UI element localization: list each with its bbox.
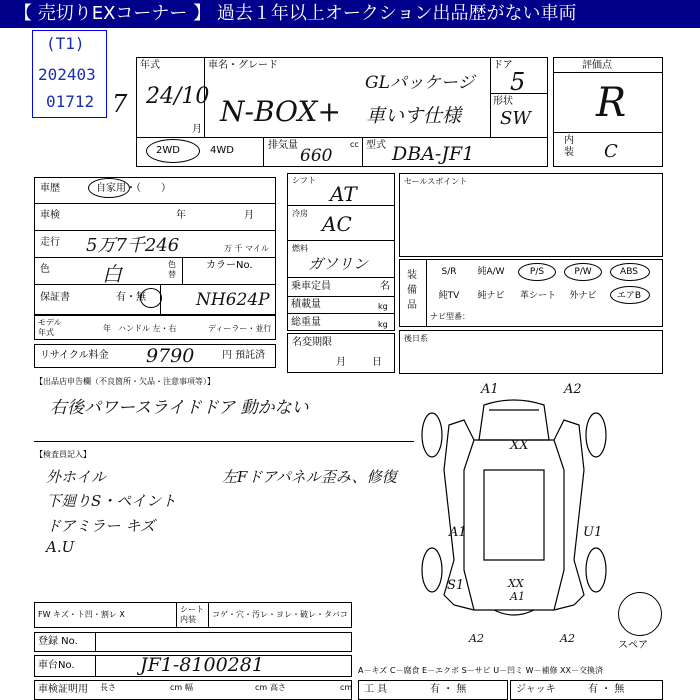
year-label: 年式: [140, 60, 160, 71]
model-label: 型式: [366, 140, 386, 151]
mark-a1-left: A1: [449, 525, 467, 540]
warranty-circle: [140, 288, 162, 308]
reg-row: [34, 632, 352, 652]
notes-label: 【出品店申告欄（不良箇所・欠品・注意事項等）】: [35, 377, 215, 386]
name-change-label: 名変期限: [292, 337, 332, 348]
jack-opts: 有 ・ 無: [588, 684, 625, 695]
mileage-value: 5万7千246: [86, 235, 180, 256]
mark-a1-top: A1: [481, 382, 499, 397]
history-circle: [88, 178, 130, 198]
doors-value: 5: [510, 68, 526, 96]
mileage-unit: 万 千 マイル: [224, 244, 269, 253]
history-opts: 自家用・（ ）: [96, 183, 171, 194]
score-value: R: [596, 80, 627, 126]
year-value: 24/10: [146, 84, 210, 109]
weight-kg: kg: [378, 320, 388, 329]
model-value: DBA-JF1: [392, 143, 475, 165]
tool-opts: 有 ・ 無: [430, 684, 467, 695]
doors-label: ドア: [493, 60, 513, 71]
recycle-value: 9790: [146, 345, 195, 367]
warranty-label: 保証書: [40, 292, 70, 303]
grade-1: GLパッケージ: [365, 73, 475, 93]
spare-label: スペア: [618, 640, 648, 651]
eq-ps-circle: [518, 263, 556, 281]
inspector-side: 左Fドアパネル歪み、修復: [222, 468, 397, 486]
month-label: 月: [336, 357, 346, 368]
history-label: 車歴: [40, 183, 60, 194]
eq-aw: 純A/W: [477, 267, 505, 277]
hgt-label: 高さ: [270, 683, 286, 692]
equipment-label: 装備品: [407, 270, 417, 311]
len-label: 長さ: [100, 683, 116, 692]
day-label: 日: [372, 357, 382, 368]
spare-circle: [618, 592, 662, 636]
lot-digit: 7: [112, 90, 128, 118]
interior-label: 内装: [564, 135, 574, 158]
capacity-unit: 名: [380, 281, 390, 292]
month-unit: 月: [192, 124, 202, 135]
eq-airbag: エアB: [616, 291, 642, 301]
eq-abs-circle: [610, 263, 650, 281]
fuel-label: 燃料: [292, 244, 308, 253]
fw-label: FW キズ・ト凹・割レ X: [38, 610, 125, 619]
warranty-opts: 有・無: [116, 292, 146, 303]
seat-text: コゲ・穴・汚レ・ヨレ・破レ・タバコ: [212, 610, 348, 619]
shape-label: 形状: [493, 96, 513, 107]
lot-tag: (T1): [46, 34, 85, 53]
cc-label: cc: [350, 140, 359, 149]
mark-u1: U1: [583, 525, 603, 540]
legend: A－キズ C－腐食 E－エクボ S－サビ U－凹ミ W－補修 XX－交換済: [358, 666, 604, 675]
ac-label: 冷房: [292, 209, 308, 218]
jack-label: ジャッキ: [516, 684, 556, 695]
cert-label: 車検証明用: [38, 684, 88, 695]
wd2-label: 2WD: [156, 145, 180, 156]
eq-abs: ABS: [620, 267, 638, 277]
inspector-line-1: 外ホイル: [46, 468, 107, 486]
car-name: N-BOX+: [220, 95, 341, 128]
eq-sr: S/R: [441, 267, 457, 277]
mark-s1: S1: [447, 578, 465, 593]
fuel-value: ガソリン: [308, 255, 369, 273]
score-label: 評価点: [582, 60, 612, 71]
seat-label: シート内装: [180, 605, 204, 624]
color-label: 色: [40, 264, 50, 275]
inspector-line-4: A.U: [46, 538, 75, 556]
tool-label: 工 具: [364, 684, 388, 695]
eq-pw: P/W: [574, 267, 592, 277]
color-change: 色替: [168, 260, 176, 279]
color-no-value: NH624P: [196, 290, 270, 310]
ins-year: 年: [176, 210, 186, 221]
post-label: 後日系: [404, 334, 428, 343]
wid-cm: cm: [255, 683, 268, 692]
inspector-label: 【検査員記入】: [35, 450, 91, 459]
chassis-label: 車台No.: [38, 660, 75, 671]
inspector-line-2: 下廻りS・ペイント: [46, 492, 177, 510]
color-value: 白: [102, 262, 122, 286]
recycle-label: リサイクル料金: [40, 350, 109, 361]
mileage-label: 走行: [40, 237, 60, 248]
banner: 【 売切りEXコーナー 】 過去１年以上オークション出品歴がない車両: [0, 0, 700, 28]
sales-label: セールスポイント: [404, 177, 468, 186]
color-no-label: カラーNo.: [206, 260, 253, 271]
interior-value: C: [604, 141, 618, 162]
shape-value: SW: [500, 108, 531, 129]
mark-a1b: A1: [510, 590, 525, 603]
mark-a2-br: A2: [560, 632, 575, 645]
eq-tv: 純TV: [438, 291, 460, 301]
post-box: [399, 330, 663, 374]
mark-a2-top: A2: [564, 382, 582, 397]
inspector-line-3: ドアミラー キズ: [46, 517, 156, 535]
mark-a2-bl: A2: [469, 632, 484, 645]
reg-label: 登録 No.: [38, 636, 78, 647]
ac-value: AC: [322, 212, 352, 236]
wd4-label: 4WD: [210, 145, 234, 156]
shift-value: AT: [330, 182, 357, 206]
load-label: 積載量: [291, 299, 321, 310]
handle-label: ハンドル 左・右: [118, 324, 177, 333]
shift-label: シフト: [292, 176, 316, 185]
mark-xx2: XX: [508, 577, 524, 590]
eq-leather: 革シート: [519, 291, 556, 301]
dealer-label: ディーラー・並行: [208, 324, 272, 333]
capacity-label: 乗車定員: [291, 281, 331, 292]
displacement-label: 排気量: [268, 140, 298, 151]
lot-number: 01712: [46, 92, 95, 111]
len-cm: cm: [170, 683, 183, 692]
mark-xx: XX: [510, 438, 529, 453]
inspection-label: 車検: [40, 210, 60, 221]
navi-model: ナビ型番：: [430, 312, 470, 321]
lot-date: 202403: [38, 65, 96, 84]
eq-ps: P/S: [529, 267, 545, 277]
eq-navi: 純ナビ: [477, 291, 505, 301]
ins-month: 月: [244, 210, 254, 221]
displacement-value: 660: [300, 146, 333, 166]
hgt-cm: cm: [340, 683, 353, 692]
eq-airbag-circle: [610, 286, 650, 304]
year-unit: 年: [103, 324, 111, 333]
model-year-label: モデル年式: [38, 318, 62, 337]
load-kg: kg: [378, 302, 388, 311]
notes-text: 右後パワースライドドア 動かない: [50, 398, 309, 418]
eq-ext-navi: 外ナビ: [569, 291, 597, 301]
recycle-unit: 円 預託済: [222, 350, 266, 361]
wid-label: 幅: [185, 683, 193, 692]
name-label: 車名・グレード: [208, 60, 278, 71]
weight-label: 総重量: [291, 317, 321, 328]
chassis-value: JF1-8100281: [140, 654, 264, 676]
grade-2: 車いす仕様: [366, 105, 462, 127]
eq-pw-circle: [564, 263, 602, 281]
